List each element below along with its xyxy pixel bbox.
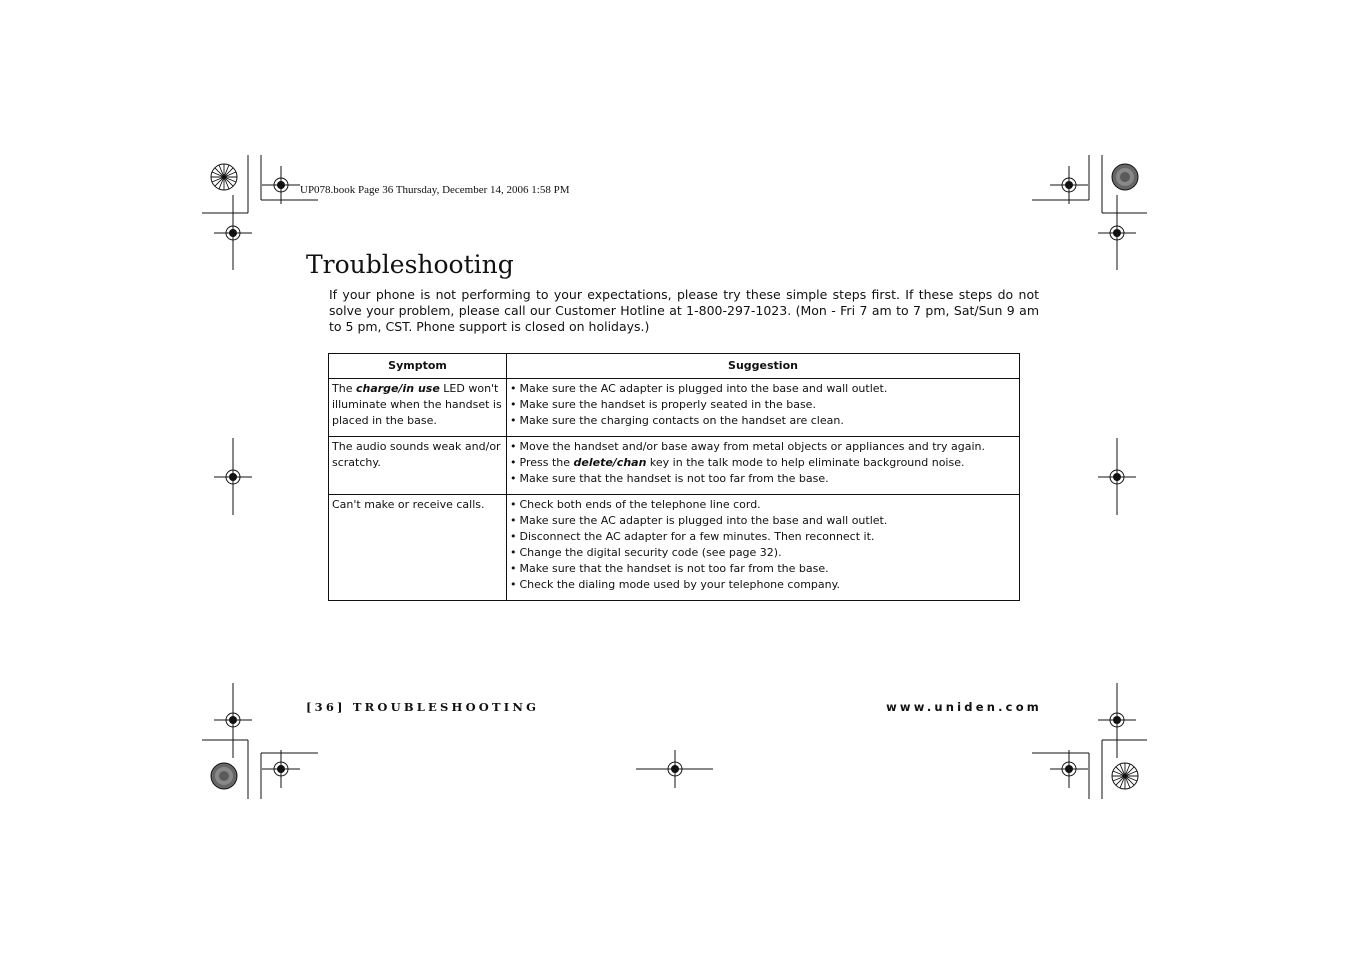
suggestion-item: • Make sure the AC adapter is plugged into the base and wall outlet. [510, 513, 1016, 529]
symptom-cell: The audio sounds weak and/or scratchy. [329, 437, 507, 495]
intro-paragraph: If your phone is not performing to your expectations, please try these simple steps first. If these steps do not solve your problem, please call our Customer Hotline at 1-800-297-1023. (Mon - Fri 7 am to 7 pm, Sat/Sun 9 am to 5 pm, CST. Phone support is closed on holidays.) [329, 287, 1039, 334]
symptom-cell [329, 379, 507, 437]
table-row [329, 379, 1020, 437]
print-header-stamp: UP078.book Page 36 Thursday, December 14, 2006 1:58 PM [300, 184, 570, 196]
suggestion-item: • Check the dialing mode used by your telephone company. [510, 577, 1016, 593]
troubleshooting-table [328, 353, 1020, 601]
symptom-cell: Can't make or receive calls. [329, 495, 507, 601]
suggestion-cell [507, 379, 1020, 437]
suggestion-item: • Make sure the AC adapter is plugged into the base and wall outlet. [510, 381, 1016, 397]
suggestion-cell [507, 495, 1020, 601]
footer-page-label: [36] TROUBLESHOOTING [306, 700, 540, 714]
suggestion-text: Press the [519, 456, 574, 469]
symptom-text: The [332, 382, 356, 395]
suggestion-text: key in the talk mode to help eliminate background noise. [646, 456, 965, 469]
footer-website: www.uniden.com [886, 700, 1042, 714]
suggestion-item: • Change the digital security code (see page 32). [510, 545, 1016, 561]
column-header-symptom: Symptom [329, 354, 507, 379]
page-title: Troubleshooting [306, 250, 514, 279]
suggestion-item: • Make sure that the handset is not too far from the base. [510, 561, 1016, 577]
suggestion-item: • Disconnect the AC adapter for a few minutes. Then reconnect it. [510, 529, 1016, 545]
symptom-text: LED won't illuminate when the handset is placed in the base. [332, 382, 502, 427]
delete-chan-key-label: delete/chan [573, 456, 647, 469]
suggestion-cell [507, 437, 1020, 495]
table-header-row [329, 354, 1020, 379]
table-row [329, 495, 1020, 601]
table-row [329, 437, 1020, 495]
suggestion-item: • Check both ends of the telephone line cord. [510, 497, 1016, 513]
suggestion-item: • Make sure that the handset is not too far from the base. [510, 471, 1016, 487]
suggestion-item: • Move the handset and/or base away from metal objects or appliances and try again. [510, 439, 1016, 455]
suggestion-item [510, 455, 1016, 471]
suggestion-item: • Make sure the handset is properly seated in the base. [510, 397, 1016, 413]
charge-in-use-label: charge/in use [355, 382, 440, 395]
column-header-suggestion: Suggestion [507, 354, 1020, 379]
suggestion-item: • Make sure the charging contacts on the handset are clean. [510, 413, 1016, 429]
